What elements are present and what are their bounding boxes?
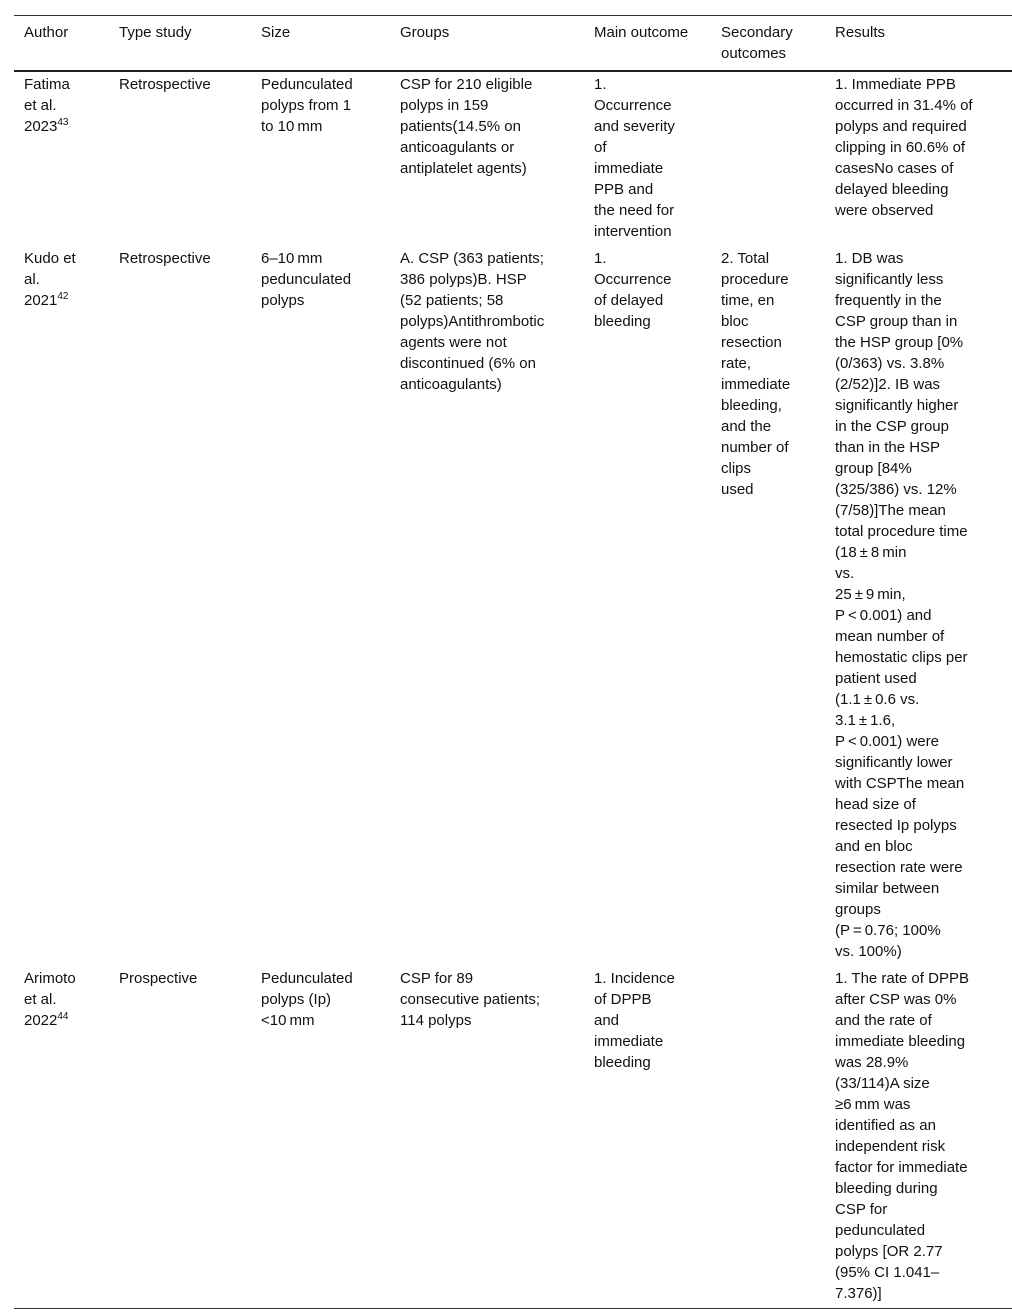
reference-number: 42: [57, 291, 69, 302]
type-study-cell: Retrospective: [119, 250, 211, 267]
header-results: Results: [835, 24, 886, 41]
groups-cell: A. CSP (363 patients; 386 polyps)B. HSP (52 patients; 58 polyps)Antithrombotic agents were not discontinued (6% on anticoagulants): [400, 250, 545, 393]
main-outcome-cell: 1. Occurrence of delayed bleeding: [594, 250, 672, 330]
studies-table: [14, 15, 1012, 1309]
author-name: Arimoto et al. 2022: [24, 970, 76, 1029]
results-cell: 1. Immediate PPB occurred in 31.4% of polyps and required clipping in 60.6% of casesNo cases of delayed bleeding were observed: [835, 76, 973, 219]
main-outcome-cell: 1. Occurrence and severity of immediate PPB and the need for intervention: [594, 76, 675, 240]
table-row: [14, 966, 1012, 1309]
author-cell: [14, 71, 109, 246]
table-row: [14, 71, 1012, 246]
table-body: [14, 71, 1012, 1309]
header-secondary-outcomes: Secondary outcomes: [721, 24, 793, 62]
header-main-outcome: Main outcome: [594, 24, 689, 41]
author-name: Fatima et al. 2023: [24, 76, 70, 135]
author-cell: [14, 246, 109, 966]
author-cell: [14, 966, 109, 1309]
header-author: Author: [24, 24, 69, 41]
author-name: Kudo et al. 2021: [24, 250, 76, 309]
table-row: [14, 246, 1012, 966]
results-cell: 1. The rate of DPPB after CSP was 0% and the rate of immediate bleeding was 28.9% (33/114)A size ≥6 mm was identified as an independent risk factor for immediate bleeding during CSP for pedunculated polyps [OR 2.77 (95% CI 1.041– 7.376)]: [835, 970, 969, 1302]
header-row: [14, 16, 1012, 72]
secondary-outcomes-cell: [711, 966, 825, 1309]
secondary-outcomes-cell: 2. Total procedure time, en bloc resection rate, immediate bleeding, and the number of clips used: [721, 250, 791, 498]
secondary-outcomes-cell: [711, 71, 825, 246]
reference-number: 43: [57, 117, 69, 128]
groups-cell: CSP for 210 eligible polyps in 159 patients(14.5% on anticoagulants or antiplatelet agents): [400, 76, 533, 177]
reference-number: 44: [57, 1011, 69, 1022]
header-size: Size: [261, 24, 291, 41]
size-cell: Pedunculated polyps (Ip) <10 mm: [261, 970, 353, 1029]
table-header: [14, 16, 1012, 72]
size-cell: 6–10 mm pedunculated polyps: [261, 250, 352, 309]
main-outcome-cell: 1. Incidence of DPPB and immediate bleeding: [594, 970, 675, 1071]
groups-cell: CSP for 89 consecutive patients; 114 polyps: [400, 970, 541, 1029]
results-cell: 1. DB was significantly less frequently in the CSP group than in the HSP group [0% (0/363) vs. 3.8% (2/52)]2. IB was significantly higher in the CSP group than in the HSP group [84% (325/386) vs. 12% (7/58)]The mean total procedure time (18 ± 8 min vs. 25 ± 9 min, P < 0.001) and mean number of hemostatic clips per patient used (1.1 ± 0.6 vs. 3.1 ± 1.6, P < 0.001) were significantly lower with CSPThe mean head size of resected Ip polyps and en bloc resection rate were similar between groups (P = 0.76; 100% vs. 100%): [835, 250, 968, 960]
type-study-cell: Prospective: [119, 970, 198, 987]
size-cell: Pedunculated polyps from 1 to 10 mm: [261, 76, 353, 135]
header-groups: Groups: [400, 24, 450, 41]
type-study-cell: Retrospective: [119, 76, 211, 93]
header-type-study: Type study: [119, 24, 192, 41]
